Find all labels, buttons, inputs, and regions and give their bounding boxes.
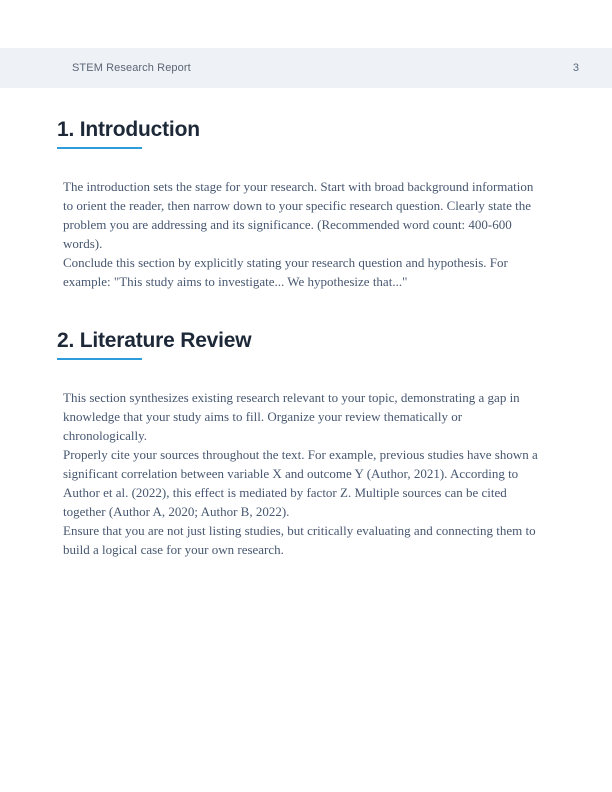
page-number: 3 <box>572 62 579 74</box>
paragraph: This section synthesizes existing research relevant to your topic, demonstrating a gap in knowledge that your study aims to fill. Organize your review thematically or chronologically. <box>63 390 520 443</box>
paragraph: Conclude this section by explicitly stating your research question and hypothesis. For example: "This study aims to investigate... We hypothesize that..." <box>63 255 508 289</box>
page-header <box>0 48 612 88</box>
heading-underline <box>57 358 142 360</box>
document-title: STEM Research Report <box>72 62 191 74</box>
page-content <box>57 88 546 559</box>
section-heading: 1. Introduction <box>57 118 200 141</box>
paragraph: Properly cite your sources throughout the text. For example, previous studies have shown a significant correlation between variable X and outcome Y (Author, 2021). According to Author et al. (2022), this effect is mediated by factor Z. Multiple sources can be cited together (Author A, 2020; Author B, 2022). <box>63 447 538 519</box>
section-heading: 2. Literature Review <box>57 329 252 352</box>
section-introduction <box>57 119 546 291</box>
heading-underline <box>57 147 142 149</box>
section-body <box>63 177 546 291</box>
paragraph: The introduction sets the stage for your research. Start with broad background information to orient the reader, then narrow down to your specific research question. Clearly state the problem you are addressing and its significance. (Recommended word count: 400-600 words). <box>63 179 534 251</box>
paragraph: Ensure that you are not just listing studies, but critically evaluating and connecting them to build a logical case for your own research. <box>63 523 536 557</box>
section-literature-review <box>57 330 546 559</box>
section-body <box>63 388 546 559</box>
